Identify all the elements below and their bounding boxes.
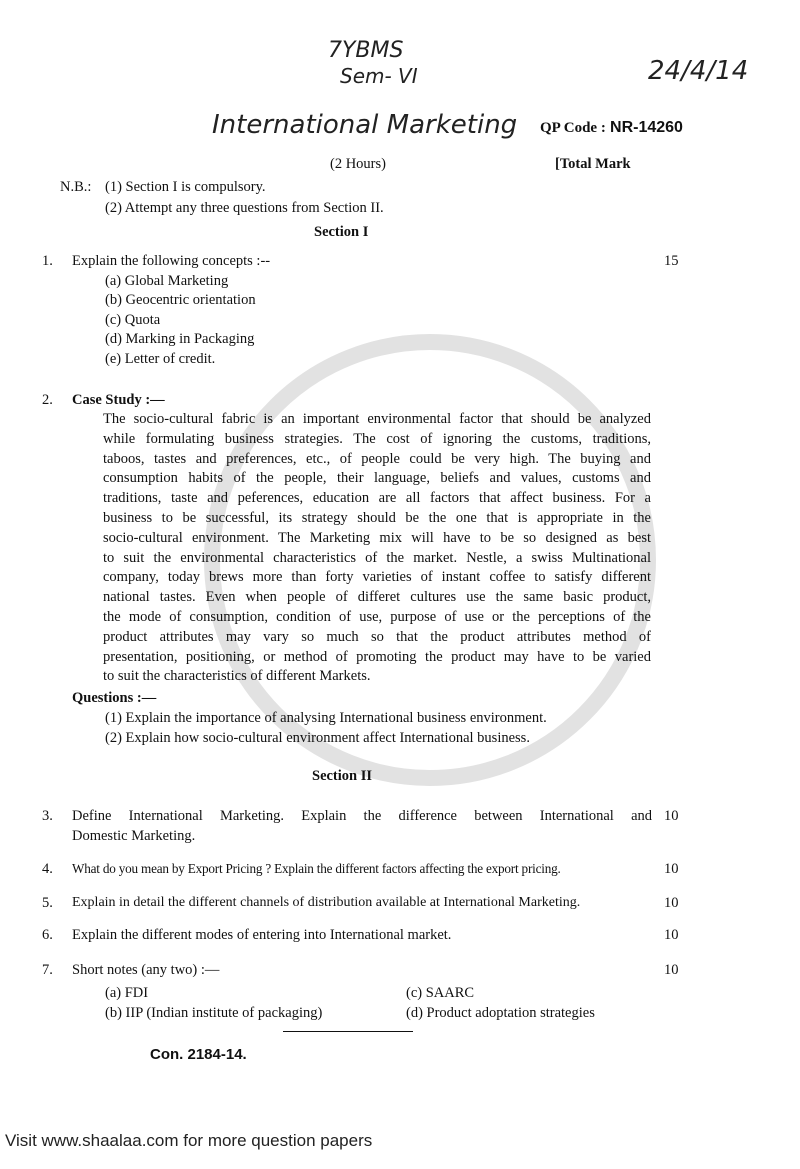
case-study-paragraph	[103, 410, 651, 687]
q3-text-line: Domestic Marketing.	[72, 828, 196, 844]
q7-marks: 10	[664, 962, 679, 978]
q4-number: 4.	[42, 861, 53, 877]
q6-text: Explain the different modes of entering into International market.	[72, 927, 452, 943]
q7-item: (c) SAARC	[406, 985, 475, 1001]
note-2: (2) Attempt any three questions from Section II.	[105, 200, 384, 216]
paragraph-line: product attributes may vary so much so that the product attributes method of	[103, 628, 651, 645]
case-question: (1) Explain the importance of analysing International business environment.	[105, 710, 547, 726]
q1-item: (a) Global Marketing	[105, 273, 229, 289]
paragraph-line: national tastes. Even when people of differet cultures use the same basic product,	[103, 589, 651, 606]
q1-item: (b) Geocentric orientation	[105, 292, 256, 308]
class-handwritten: 7YBMS	[328, 38, 404, 63]
paragraph-line: The socio-cultural fabric is an important environmental factor that should be analyzed	[103, 411, 651, 427]
nb-label: N.B.:	[60, 179, 92, 195]
questions-label: Questions :—	[72, 690, 157, 706]
q6-number: 6.	[42, 927, 53, 943]
paragraph-line: business to be successful, its strategy should be the one that is appropriate in the	[103, 509, 651, 526]
paragraph-line: consumption habits of the people, their language, beliefs and values, customs and	[103, 470, 651, 487]
q1-item: (c) Quota	[105, 312, 161, 328]
case-question: (2) Explain how socio-cultural environment affect International business.	[105, 730, 530, 746]
q1-text: Explain the following concepts :--	[72, 253, 271, 269]
q7-item: (a) FDI	[105, 985, 149, 1001]
q5-text: Explain in detail the different channels of distribution available at International Marketing.	[72, 895, 581, 910]
site-note: Visit www.shaalaa.com for more question papers	[5, 1131, 373, 1150]
q5-marks: 10	[664, 895, 679, 911]
section-2-title: Section II	[312, 768, 373, 784]
q7-text: Short notes (any two) :—	[72, 962, 220, 978]
paragraph-line: to suit the environmental characteristics of the market. Nestle, a swiss Multinational	[103, 549, 651, 566]
date-handwritten: 24/4/14	[648, 56, 749, 86]
qp-code	[540, 119, 683, 137]
duration: (2 Hours)	[330, 156, 386, 172]
q3-number: 3.	[42, 808, 53, 824]
total-marks: [Total Mark	[555, 156, 631, 172]
q6-marks: 10	[664, 927, 679, 943]
paragraph-line: while formulating business strategies. The cost of ignoring the customs, traditions,	[103, 430, 651, 447]
paragraph-line: socio-cultural environment. The Marketing mix will have to be so designed as best	[103, 529, 651, 546]
q4-text: What do you mean by Export Pricing ? Explain the different factors affecting the export pricing.	[72, 861, 561, 876]
q1-item: (d) Marking in Packaging	[105, 331, 255, 347]
q1-item: (e) Letter of credit.	[105, 351, 216, 367]
paragraph-line: to suit the characteristics of different Markets.	[103, 668, 371, 685]
paragraph-line: company, today brews more than forty varieties of instant coffee to satisfy different	[103, 569, 651, 586]
paragraph-line: presentation, positioning, or method of promoting the product may have to be varied	[103, 648, 651, 665]
q1-number: 1.	[42, 253, 53, 269]
q7-item: (b) IIP (Indian institute of packaging)	[105, 1005, 323, 1021]
q4-marks: 10	[664, 861, 679, 877]
q5-number: 5.	[42, 895, 53, 911]
q3-marks: 10	[664, 808, 679, 824]
case-study-title: Case Study :—	[72, 392, 165, 408]
end-divider	[283, 1031, 413, 1032]
sem-handwritten: Sem- VI	[340, 64, 418, 88]
q2-number: 2.	[42, 392, 53, 408]
qp-code-value: NR-14260	[610, 119, 683, 136]
subject-handwritten: International Marketing	[212, 110, 518, 140]
q1-marks: 15	[664, 253, 679, 269]
qp-code-label: QP Code :	[540, 120, 606, 136]
paragraph-line: traditions, taste and peferences, education are all factors that affect business. For a	[103, 490, 651, 507]
note-1: (1) Section I is compulsory.	[105, 179, 266, 195]
paragraph-line: taboos, tastes and preferences, etc., of people could be very high. The buying and	[103, 450, 651, 467]
paragraph-line: the mode of consumption, condition of use, purpose of use or the perceptions of the	[103, 608, 651, 625]
con-code: Con. 2184-14.	[150, 1046, 247, 1063]
q7-item: (d) Product adoptation strategies	[406, 1005, 595, 1021]
section-1-title: Section I	[314, 224, 369, 240]
q7-number: 7.	[42, 962, 53, 978]
q3-text-line: Define International Marketing. Explain the difference between International and	[72, 808, 652, 824]
